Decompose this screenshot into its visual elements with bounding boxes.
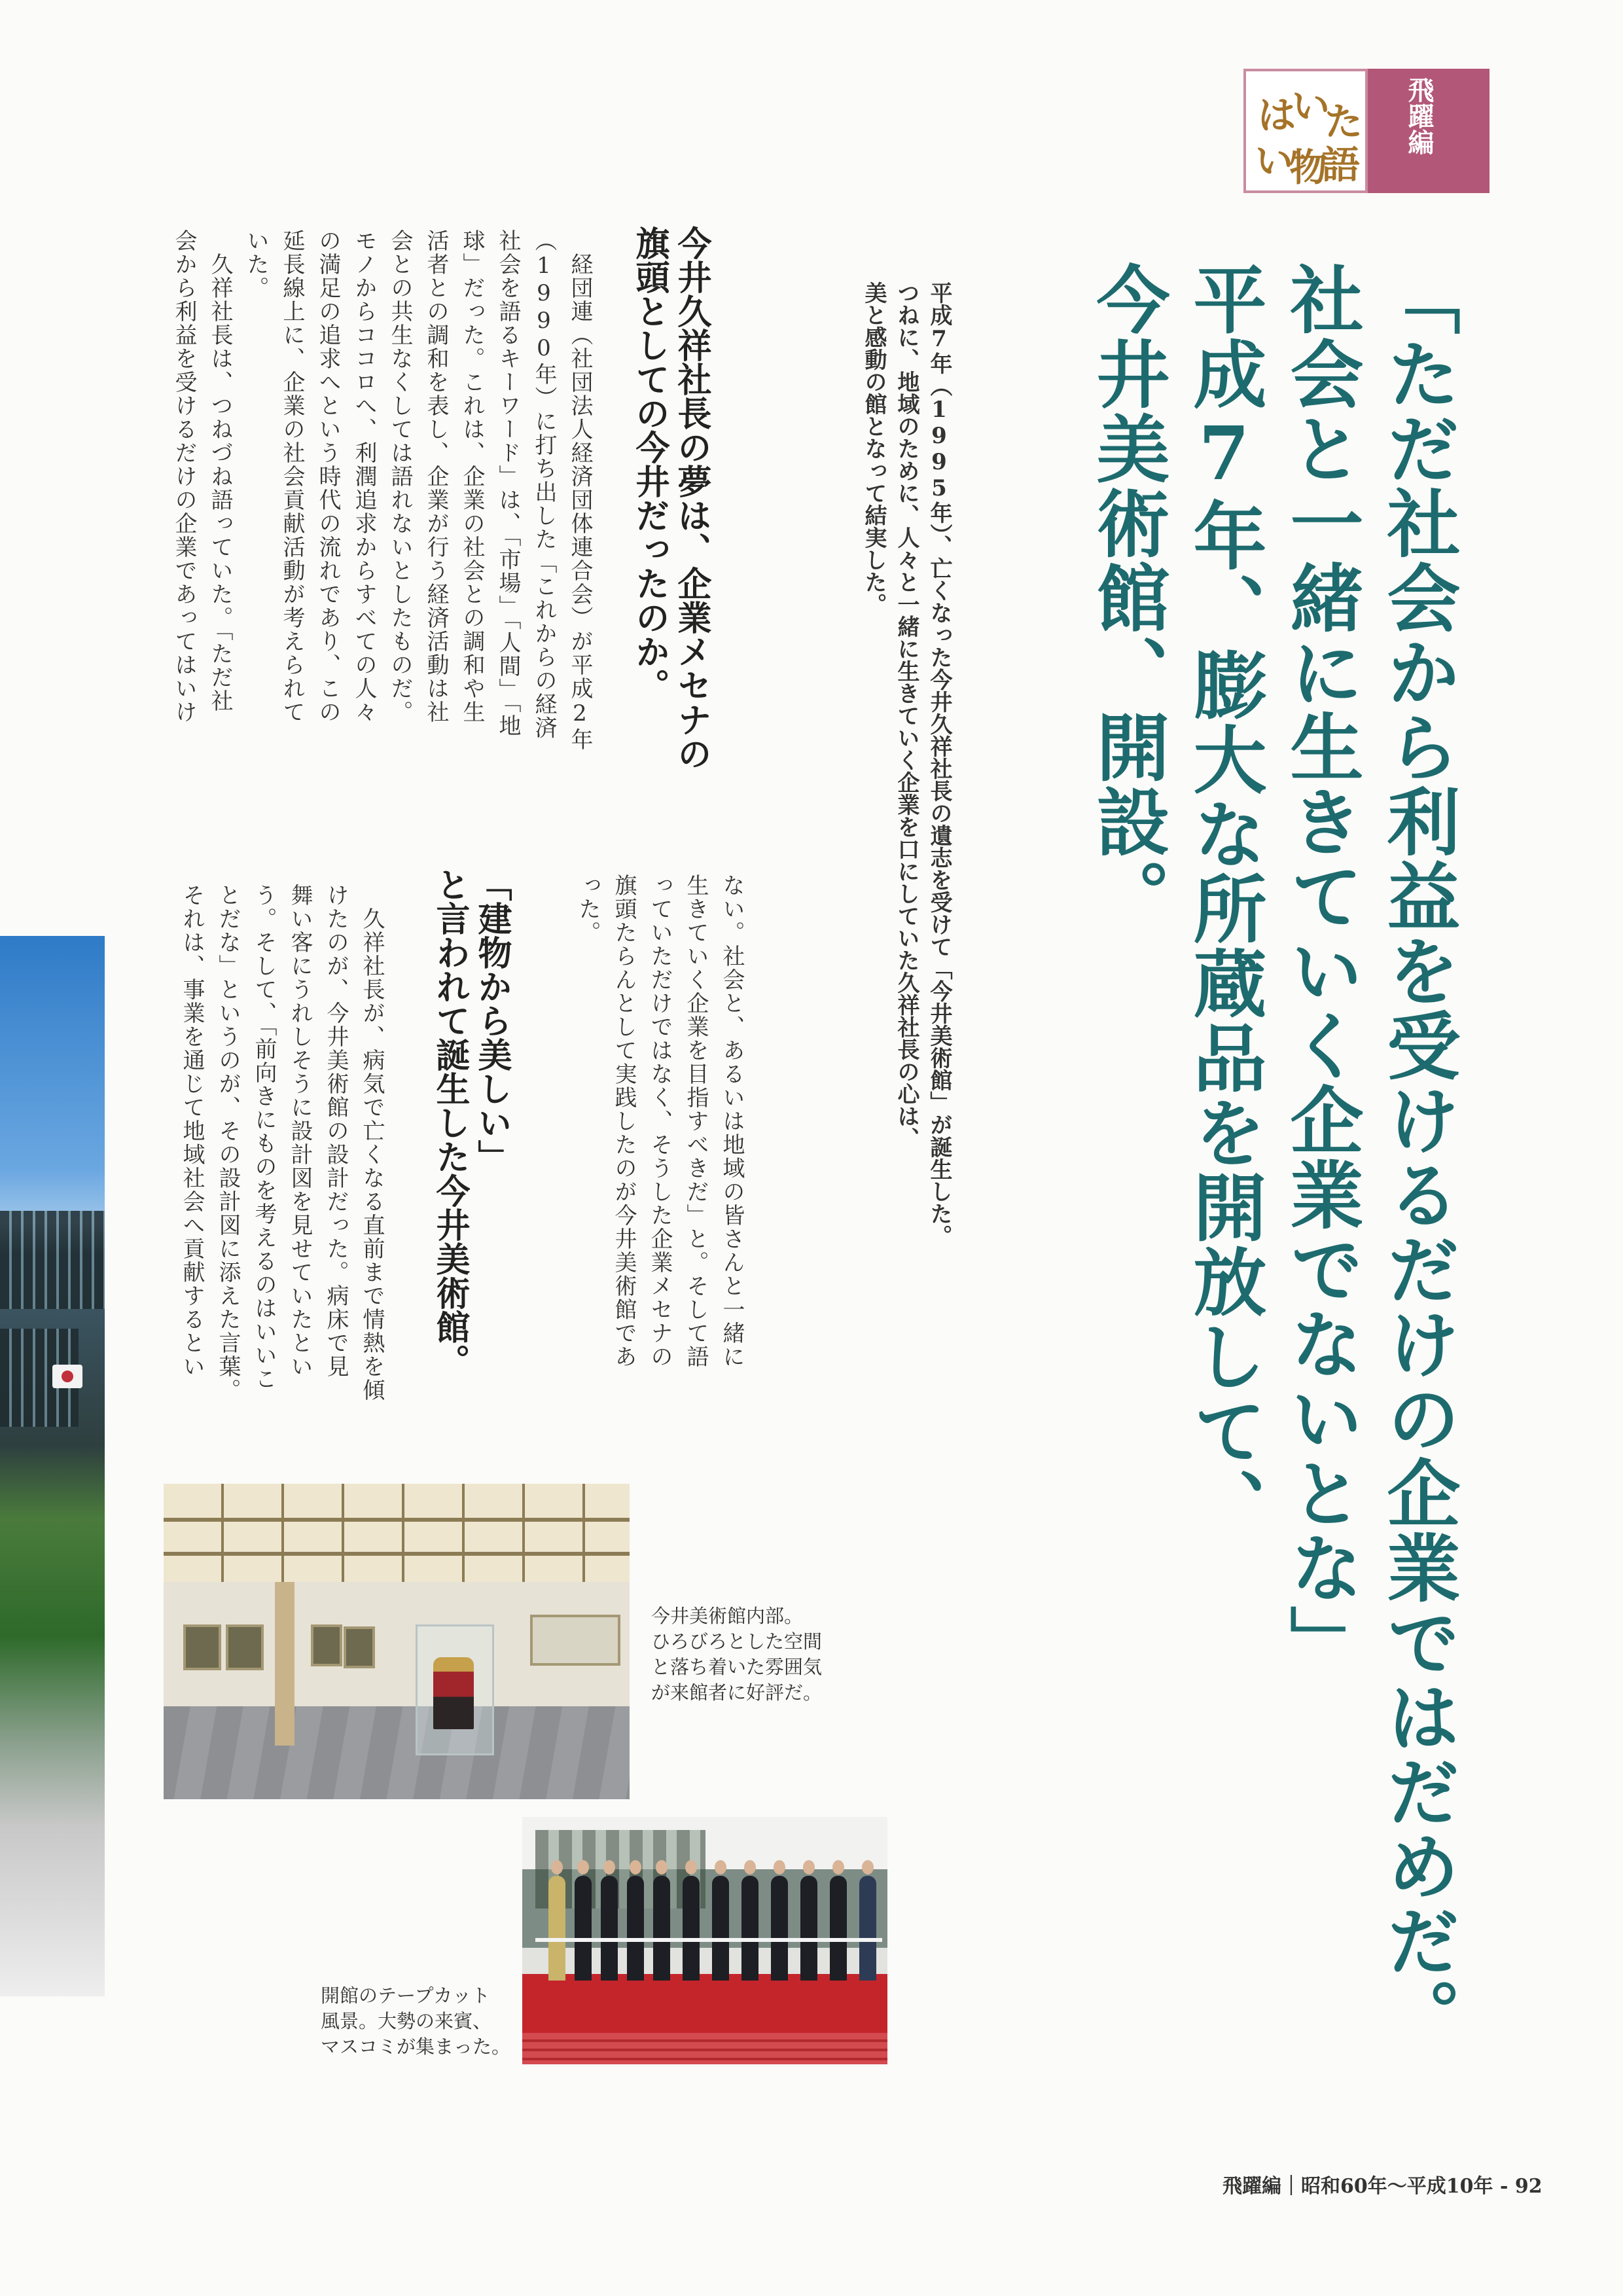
guest [601, 1876, 618, 1981]
text-line: った。 [575, 874, 601, 944]
caption-line: ひろびろとした空間 [651, 1630, 823, 1653]
guest [627, 1876, 644, 1981]
headline [1079, 262, 1466, 2068]
section2-heading [429, 867, 512, 1456]
caption-line: が来館者に好評だ。 [651, 1681, 823, 1704]
guest [859, 1876, 876, 1981]
text-line: それは、事業を通じて地域社会へ貢献するとい [179, 884, 205, 1378]
text-line: 活者との調和を表し、企業が行う経済活動は社 [423, 229, 449, 724]
text-line: 舞い客にうれしそうに設計図を見せていたとい [287, 884, 313, 1378]
text-line: 球」だった。これは、企業の社会との調和や生 [459, 229, 485, 724]
caption-line: 開館のテープカット [321, 1984, 490, 2007]
text-line: 旗頭たらんとして実践したのが今井美術館であ [611, 874, 637, 1369]
section2-heading-line-2: と言われて誕生した今井美術館。 [430, 867, 470, 1378]
ceiling-beam [164, 1518, 630, 1522]
caption-line: 今井美術館内部。 [651, 1605, 804, 1627]
section-badge [1243, 69, 1489, 193]
lead-paragraph [857, 281, 955, 1473]
guest [800, 1876, 817, 1981]
section2-heading-line-1: 「建物から美しい」 [472, 867, 512, 1174]
text-line: 生きていく企業を目指すべきだ」と。そして語 [683, 874, 709, 1369]
chapter-label: 飛躍編 [1404, 77, 1435, 155]
guest [683, 1876, 700, 1981]
ribbon-cutting-photo [522, 1817, 887, 2064]
guest [548, 1876, 565, 1981]
building-window [0, 1211, 105, 1309]
text-line: ない。社会と、あるいは地域の皆さんと一緒に [719, 874, 745, 1369]
lead-line-2: つねに、地域のために、人々と一緒に生きていく企業を口にしていた久祥社長の心は、 [893, 281, 919, 1149]
painting [183, 1624, 221, 1670]
section1-heading-line-2: 旗頭としての今井だったのか。 [630, 226, 669, 702]
text-line: 会との共生なくしては語れないとしたものだ。 [387, 229, 413, 724]
headline-line-4: 今井美術館、開設。 [1084, 262, 1170, 933]
section1-heading-line-1: 今井久祥社長の夢は、企業メセナの [671, 226, 711, 770]
text-line: 久祥社長は、つねづね語っていた。「ただ社 [207, 229, 233, 713]
text-line: モノからココロへ、利潤追求からすべての人々 [351, 229, 377, 724]
guest [771, 1876, 788, 1981]
text-line: っていただけではなく、そうした企業メセナの [647, 874, 673, 1369]
painting [311, 1624, 342, 1666]
section2-body [173, 884, 389, 1460]
painting [344, 1626, 375, 1668]
headline-line-2: 社会と一緒に生きていく企業でないとな」 [1278, 262, 1364, 1679]
painting [530, 1615, 620, 1666]
ceiling-beam [164, 1552, 630, 1556]
ribbon-caption [321, 1983, 510, 2060]
company-flag [52, 1365, 82, 1388]
steps [522, 2033, 887, 2064]
section1-body [166, 229, 597, 805]
text-line: とだな」というのが、その設計図に添えた言葉。 [215, 884, 241, 1402]
text-line: の満足の追求へという時代の流れであり、この [315, 229, 341, 724]
text-line: 延長線上に、企業の社会貢献活動が考えられて [279, 229, 305, 724]
text-line: （1990年）に打ち出した「これからの経済 [531, 229, 557, 740]
caption-line: 風景。大勢の来賓、 [321, 2010, 492, 2032]
text-line: 経団連（社団法人経済団体連合会）が平成2年 [567, 229, 593, 751]
caption-line: と落ち着いた雰囲気 [651, 1656, 823, 1678]
ribbon-tape [535, 1938, 882, 1942]
text-line: 会から利益を受けるだけの企業であってはいけ [171, 229, 197, 724]
guest [653, 1876, 670, 1981]
page-footer: 飛躍編｜昭和60年～平成10年 - 92 [1222, 2175, 1543, 2198]
section1-heading [628, 226, 712, 880]
text-line: 久祥社長が、病気で亡くなる直前まで情熱を傾 [359, 884, 385, 1402]
text-line: う。そして、「前向きにものを考えるのはいいこ [251, 884, 277, 1391]
text-line: いた。 [243, 229, 269, 300]
lead-line-3: 美と感動の館となって結実した。 [861, 281, 887, 615]
text-line: 社会を語るキーワード」は、「市場」「人間」「地 [495, 229, 521, 738]
pillar [275, 1582, 294, 1746]
headline-line-3: 平成7年、膨大な所蔵品を開放して、 [1181, 262, 1267, 1543]
ceiling [164, 1484, 630, 1582]
samurai-armor [433, 1657, 474, 1729]
building-photo [0, 936, 105, 1996]
guest [575, 1876, 592, 1981]
guest [741, 1876, 758, 1981]
text-line: けたのが、今井美術館の設計だった。病床で見 [323, 884, 349, 1378]
gallery-floor [164, 1706, 630, 1799]
guest [830, 1876, 847, 1981]
interior-caption [651, 1604, 822, 1706]
story-logo: は い た い 物 語 [1243, 69, 1368, 193]
red-carpet [522, 1974, 887, 2033]
middle-body [569, 874, 749, 1450]
headline-line-1: 「ただ社会から利益を受けるだけの企業ではだめだ。 [1375, 262, 1461, 2053]
lead-line-1: 平成7年（1995年）、亡くなった今井久祥社長の遺志を受けて「今井美術館」が誕生した。 [926, 281, 952, 1247]
caption-line: マスコミが集まった。 [321, 2036, 511, 2058]
museum-interior-photo [164, 1484, 630, 1799]
painting [226, 1624, 264, 1670]
guest [712, 1876, 729, 1981]
